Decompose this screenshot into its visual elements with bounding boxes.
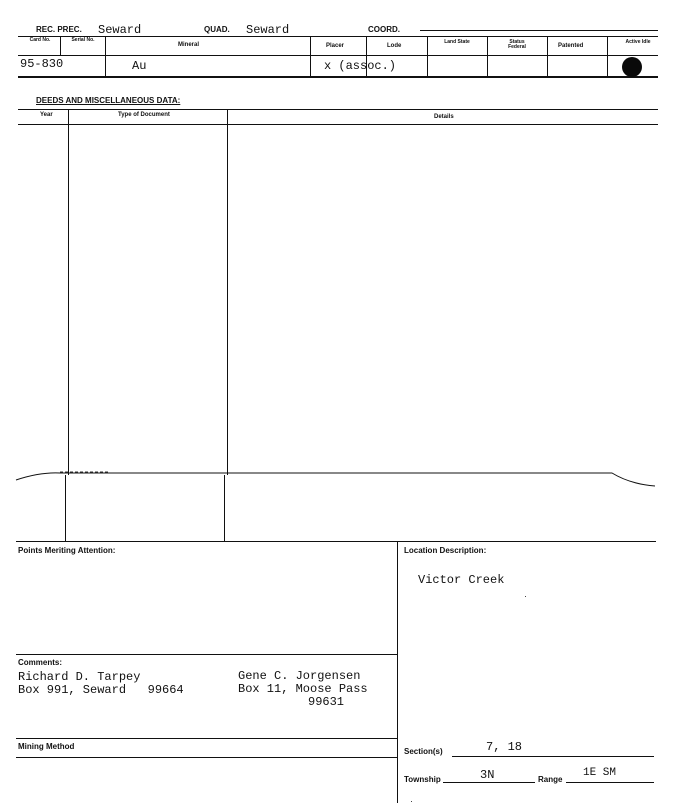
deeds-top-line: [18, 109, 658, 110]
deeds-title: DEEDS AND MISCELLANEOUS DATA:: [36, 96, 181, 105]
speck: [525, 596, 526, 597]
col-sep-status-federal: [487, 36, 488, 77]
deeds-sep-year: [68, 109, 69, 475]
location-value: Victor Creek: [418, 573, 505, 587]
placer-value: x (assoc.): [324, 59, 397, 73]
deeds-header-line: [18, 124, 658, 125]
contact1-name: Richard D. Tarpey: [18, 670, 141, 684]
comments-top-line: [16, 654, 397, 655]
col-sep-mineral: [105, 36, 106, 77]
quad-label: QUAD.: [204, 25, 230, 34]
deeds-sep-type-lower: [224, 475, 225, 541]
mining-method-label: Mining Method: [18, 742, 75, 751]
deeds-bottom-line: [16, 541, 656, 542]
col-mineral: Mineral: [178, 42, 200, 48]
mining-method-top-line: [16, 738, 397, 739]
mining-method-line: [16, 757, 397, 758]
sections-value: 7, 18: [486, 740, 523, 754]
contact2-name: Gene C. Jorgensen: [238, 669, 361, 683]
col-type-of-document: Type of Document: [118, 112, 170, 118]
points-label: Points Meriting Attention:: [18, 546, 116, 555]
table-top-line: [18, 36, 658, 37]
col-card-no: Card No.: [29, 37, 51, 43]
township-label: Township: [404, 775, 441, 784]
comments-label: Comments:: [18, 658, 63, 667]
col-sep-land-state: [427, 36, 428, 77]
sections-line: [452, 756, 654, 757]
col-sep-serial: [60, 36, 61, 55]
coord-label: COORD.: [368, 25, 400, 34]
col-status-federal: Status Federal: [508, 39, 526, 50]
col-placer: Placer: [326, 43, 345, 49]
col-active-idle: Active Idle: [625, 39, 651, 45]
range-label: Range: [538, 775, 563, 784]
contact1-address: Box 991, Seward 99664: [18, 683, 184, 697]
col-details: Details: [434, 114, 454, 120]
speck-bottom: [411, 801, 412, 802]
quad-value: Seward: [246, 23, 290, 37]
sections-label: Section(s): [404, 747, 443, 756]
township-line: [443, 782, 535, 783]
active-indicator-dot: [622, 57, 642, 77]
deeds-sep-year-lower: [65, 475, 66, 541]
township-value: 3N: [480, 768, 495, 782]
deeds-sep-type: [227, 109, 228, 475]
col-sep-placer: [310, 36, 311, 77]
page-seam-line: [0, 462, 678, 492]
col-year: Year: [40, 112, 53, 118]
col-patented: Patented: [558, 43, 584, 49]
table-bottom-line: [18, 76, 658, 78]
lower-vertical-divider: [397, 541, 398, 803]
col-sep-active-idle: [607, 36, 608, 77]
card-no-value: 95-830: [20, 57, 64, 71]
location-label: Location Description:: [404, 546, 487, 555]
mineral-value: Au: [132, 59, 147, 73]
col-serial-no: Serial No.: [71, 37, 95, 43]
col-sep-patented: [547, 36, 548, 77]
contact2-zip: 99631: [308, 695, 345, 709]
coord-line: [420, 30, 658, 31]
col-lode: Lode: [387, 43, 402, 49]
table-mid-line: [18, 55, 658, 56]
contact2-address: Box 11, Moose Pass: [238, 682, 368, 696]
range-value: 1E SM: [583, 767, 617, 779]
col-land-state: Land State: [444, 39, 470, 45]
range-line: [566, 782, 654, 783]
rec-prec-value: Seward: [98, 23, 142, 37]
rec-prec-label: REC. PREC.: [36, 25, 82, 34]
